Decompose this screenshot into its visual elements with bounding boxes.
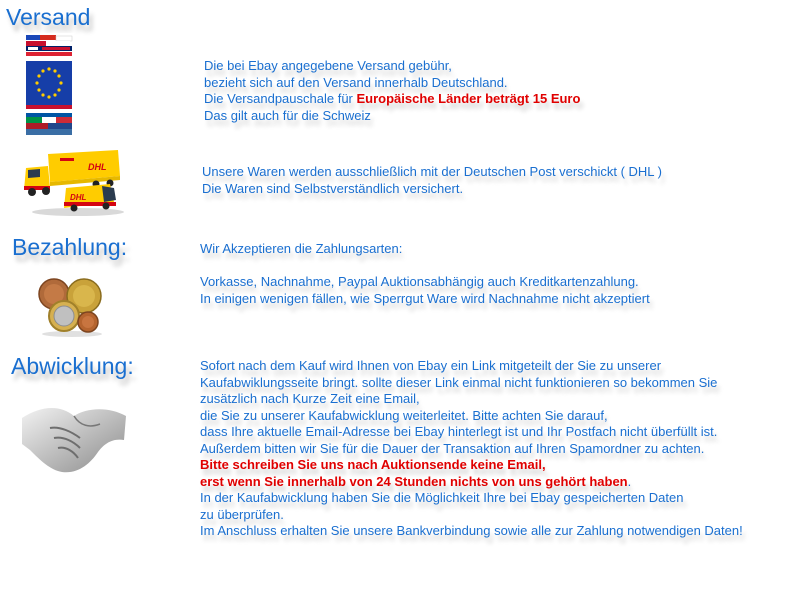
abwicklung-warning-suffix: . xyxy=(627,473,632,489)
europe-shipping-highlight: Europäische Länder beträgt 15 Euro xyxy=(356,91,581,106)
versand-line-3 xyxy=(204,91,580,108)
abwicklung-line-1: Sofort nach dem Kauf wird Ihnen von Ebay ein Link mitgeteilt der Sie zu unserer xyxy=(200,358,662,373)
dhl-line-1: Unsere Waren werden ausschließlich mit der Deutschen Post verschickt ( DHL ) xyxy=(202,164,662,179)
coins-image xyxy=(34,276,106,338)
dhl-line-2: Die Waren sind Selbstverständlich versichert. xyxy=(202,180,464,196)
bezahlung-line-2: In einigen wenigen fällen, wie Sperrgut Ware wird Nachnahme nicht akzeptiert xyxy=(200,290,650,306)
abwicklung-line-4: die Sie zu unserer Kaufabwicklung weiterleitet. Bitte achten Sie darauf, xyxy=(200,407,608,423)
bezahlung-heading: Bezahlung: xyxy=(12,234,128,260)
bezahlung-text xyxy=(200,241,650,307)
abwicklung-warning-2-row xyxy=(200,474,743,491)
van-dhl-logo: DHL xyxy=(70,193,87,202)
abwicklung-line-8: zu überprüfen. xyxy=(200,506,284,522)
versand-heading: Versand xyxy=(6,4,91,30)
eu-flags-image xyxy=(24,33,74,135)
dhl-trucks-image xyxy=(18,150,126,218)
handshake-image xyxy=(20,398,128,478)
versand-line-4: Das gilt auch für die Schweiz xyxy=(204,107,371,123)
abwicklung-line-2: Kaufabwiklungsseite bringt. sollte dieser Link einmal nicht funktionieren so bekommen Sie xyxy=(200,374,718,390)
abwicklung-line-5: dass Ihre aktuelle Email-Adresse bei Ebay hinterlegt ist und Ihr Postfach nicht überfüllt ist. xyxy=(200,424,718,439)
abwicklung-text xyxy=(200,358,743,540)
bezahlung-line-1: Vorkasse, Nachnahme, Paypal Auktionsabhängig auch Kreditkartenzahlung. xyxy=(200,274,639,289)
abwicklung-line-7: In der Kaufabwicklung haben Sie die Möglichkeit Ihre bei Ebay gespeicherten Daten xyxy=(200,490,684,505)
abwicklung-heading: Abwicklung: xyxy=(11,353,134,379)
abwicklung-line-9: Im Anschluss erhalten Sie unsere Bankverbindung sowie alle zur Zahlung notwendigen Daten! xyxy=(200,523,743,538)
versand-text xyxy=(204,58,580,124)
versand-line-3-prefix: Die Versandpauschale für xyxy=(204,91,357,106)
abwicklung-line-6: Außerdem bitten wir Sie für die Dauer der Transaktion auf Ihren Spamordner zu achten. xyxy=(200,440,705,456)
truck-dhl-logo: DHL xyxy=(88,162,107,172)
bezahlung-intro: Wir Akzeptieren die Zahlungsarten: xyxy=(200,241,403,256)
abwicklung-warning-2: erst wenn Sie innerhalb von 24 Stunden nichts von uns gehört haben xyxy=(200,473,628,489)
versand-line-2: bezieht sich auf den Versand innerhalb Deutschland. xyxy=(204,74,508,90)
versand-line-1: Die bei Ebay angegebene Versand gebühr, xyxy=(204,58,452,73)
bezahlung-spacer xyxy=(200,258,650,275)
abwicklung-warning-1: Bitte schreiben Sie uns nach Auktionsende keine Email, xyxy=(200,457,546,472)
dhl-text xyxy=(202,164,662,197)
abwicklung-line-3: zusätzlich nach Kurze Zeit eine Email, xyxy=(200,391,420,406)
